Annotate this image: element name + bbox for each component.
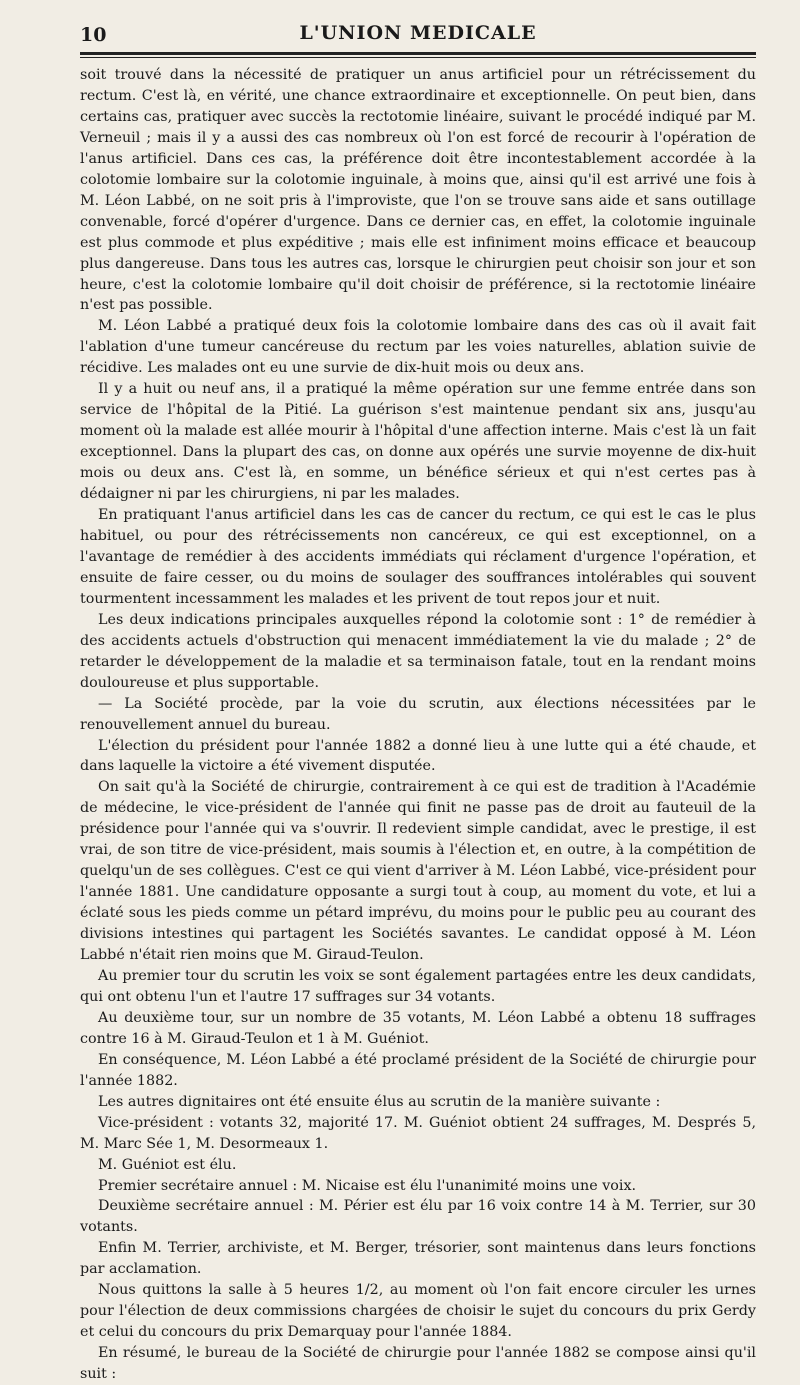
paragraph: Les autres dignitaires ont été ensuite élus au scrutin de la manière suivante : bbox=[98, 1093, 661, 1110]
paragraph: Il y a huit ou neuf ans, il a pratiqué la même opération sur une femme entrée dans son service de l'hôpital de la Pitié. La guérison s'est maintenue pendant six ans, jusqu'au moment où la malade est allée mourir à l'hôpital d'une affection interne. Mais c'est là un fait exceptionnel. Dans la plupart des cas, on donne aux opérés une survie moyenne de dix-huit mois ou deux ans. C'est là, en somme, un bénéfice sérieux et qui n'est certes pas à dédaigner ni par les chirurgiens, ni par les malades. bbox=[80, 381, 756, 503]
paragraph: En résumé, le bureau de la Société de chirurgie pour l'année 1882 se compose ainsi qu'il suit : bbox=[80, 1345, 756, 1383]
paragraph: Premier secrétaire annuel : M. Nicaise est élu l'unanimité moins une voix. bbox=[98, 1177, 637, 1194]
paragraph: On sait qu'à la Société de chirurgie, contrairement à ce qui est de tradition à l'Académie de médecine, le vice-président de l'année qui finit ne passe pas de droit au fauteuil de la présidence pour l'année qui va s'ouvrir. Il redevient simple candidat, avec le prestige, il est vrai, de son titre de vice-président, mais soumis à l'élection et, en outre, à la compétition de quelqu'un de ses collègues. C'est ce qui vient d'arriver à M. Léon Labbé, vice-président pour l'année 1881. Une candidature opposante a surgi tout à coup, au moment du vote, et lui a éclaté sous les pieds comme un pétard imprévu, du moins pour le public peu au courant des divisions intestines qui partagent les Sociétés savantes. Le candidat opposé à M. Léon Labbé n'était rien moins que M. Giraud-Teulon. bbox=[80, 779, 756, 964]
paragraph: Au deuxième tour, sur un nombre de 35 votants, M. Léon Labbé a obtenu 18 suffrages contre 16 à M. Giraud-Teulon et 1 à M. Guéniot. bbox=[80, 1009, 756, 1047]
paragraph: soit trouvé dans la nécessité de pratiquer un anus artificiel pour un rétrécissement du rectum. C'est là, en vérité, une chance extraordinaire et exceptionnelle. On peut bien, dans certains cas, pratiquer avec succès la rectotomie linéaire, suivant le procédé indiqué par M. Verneuil ; mais il y a aussi des cas nombreux où l'on est forcé de recourir à l'opération de l'anus artificiel. Dans ces cas, la préférence doit être incontestablement accordée à la colotomie lombaire sur la colotomie inguinale, à moins que, ainsi qu'il est arrivé une fois à M. Léon Labbé, on ne soit pris à l'improviste, que l'on se trouve sans aide et sans outillage convenable, forcé d'opérer d'urgence. Dans ce dernier cas, en effet, la colotomie inguinale est plus commode et plus expéditive ; mais elle est infiniment moins efficace et beaucoup plus dangereuse. Dans tous les autres cas, lorsque le chirurgien peut choisir son jour et son heure, c'est la colotomie lombaire qu'il doit choisir de préférence, si la rectotomie linéaire n'est pas possible. bbox=[80, 67, 756, 314]
page-number: 10 bbox=[80, 24, 107, 46]
paragraph: Vice-président : votants 32, majorité 17. M. Guéniot obtient 24 suffrages, M. Després 5, M. Marc Sée 1, M. Desormeaux 1. bbox=[80, 1114, 756, 1152]
page-header bbox=[80, 18, 756, 55]
paragraph: Deuxième secrétaire annuel : M. Périer est élu par 16 voix contre 14 à M. Terrier, sur 30 votants. bbox=[80, 1198, 756, 1236]
paragraph: M. Guéniot est élu. bbox=[98, 1156, 237, 1173]
header-rule bbox=[80, 57, 756, 58]
paragraph: M. Léon Labbé a pratiqué deux fois la colotomie lombaire dans des cas où il avait fait l'ablation d'une tumeur cancéreuse du rectum par les voies naturelles, ablation suivie de récidive. Les malades ont eu une survie de dix-huit mois ou deux ans. bbox=[80, 318, 756, 377]
paragraph: Au premier tour du scrutin les voix se sont également partagées entre les deux candidats, qui ont obtenu l'un et l'autre 17 suffrages sur 34 votants. bbox=[80, 967, 756, 1005]
paragraph: Enfin M. Terrier, archiviste, et M. Berger, trésorier, sont maintenus dans leurs fonctions par acclamation. bbox=[80, 1240, 756, 1278]
journal-title: L'UNION MEDICALE bbox=[299, 22, 537, 44]
paragraph: — La Société procède, par la voie du scrutin, aux élections nécessitées par le renouvellement annuel du bureau. bbox=[80, 695, 756, 733]
body-text bbox=[80, 65, 756, 1385]
paragraph: En conséquence, M. Léon Labbé a été proclamé président de la Société de chirurgie pour l'année 1882. bbox=[80, 1051, 756, 1089]
paragraph: Nous quittons la salle à 5 heures 1/2, au moment où l'on fait encore circuler les urnes pour l'élection de deux commissions chargées de choisir le sujet du concours du prix Gerdy et celui du concours du prix Demarquay pour l'année 1884. bbox=[80, 1282, 756, 1341]
paragraph: Les deux indications principales auxquelles répond la colotomie sont : 1° de remédier à des accidents actuels d'obstruction qui menacent immédiatement la vie du malade ; 2° de retarder le développement de la maladie et sa terminaison fatale, tout en la rendant moins douloureuse et plus supportable. bbox=[80, 611, 756, 691]
paragraph: En pratiquant l'anus artificiel dans les cas de cancer du rectum, ce qui est le cas le plus habituel, ou pour des rétrécissements non cancéreux, ce qui est exceptionnel, on a l'avantage de remédier à des accidents immédiats qui réclament d'urgence l'opération, et ensuite de faire cesser, ou du moins de soulager des souffrances intolérables qui souvent tourmentent incessamment les malades et les privent de tout repos jour et nuit. bbox=[80, 507, 756, 607]
paragraph: L'élection du président pour l'année 1882 a donné lieu à une lutte qui a été chaude, et dans laquelle la victoire a été vivement disputée. bbox=[80, 737, 756, 775]
